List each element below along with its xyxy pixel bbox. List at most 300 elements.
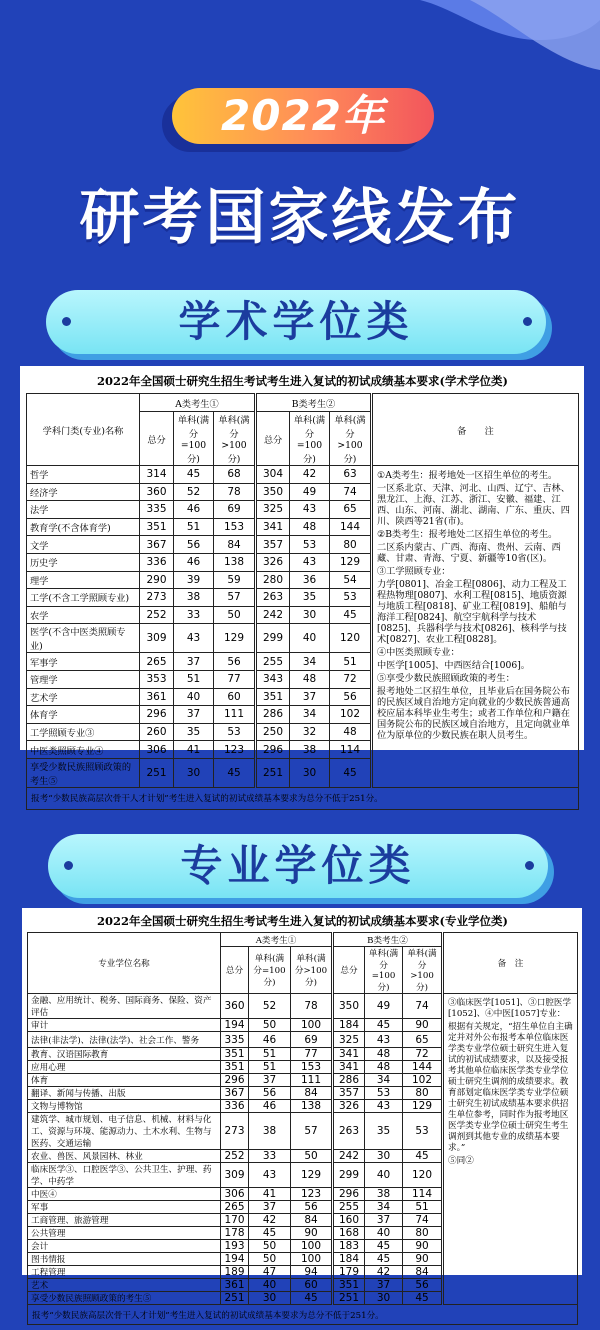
score-cell-b-s2: 56 [330, 688, 372, 706]
score-cell-b-s1: 32 [290, 723, 330, 741]
score-cell-b-s2: 53 [330, 589, 372, 607]
score-cell-a-s1: 43 [249, 1163, 291, 1188]
academic-table-caption: 2022年全国硕士研究生招生考试考生进入复试的初试成绩基本要求(学术学位类) [97, 374, 508, 388]
score-cell-b-total: 255 [333, 1201, 365, 1214]
score-cell-b-s2: 63 [330, 466, 372, 484]
score-cell-b-s2: 48 [330, 723, 372, 741]
score-cell-a-s1: 41 [174, 741, 214, 759]
score-cell-a-s2: 68 [214, 466, 256, 484]
score-cell-b-s2: 65 [403, 1032, 443, 1048]
score-cell-b-s1: 48 [290, 670, 330, 688]
score-cell-a-total: 260 [140, 723, 174, 741]
score-cell-a-s2: 50 [291, 1150, 333, 1163]
score-cell-b-s2: 144 [403, 1061, 443, 1074]
score-cell-a-total: 251 [140, 758, 174, 787]
score-cell-a-s1: 40 [174, 688, 214, 706]
corner-wave-decoration [400, 0, 600, 90]
score-cell-a-s1: 51 [249, 1048, 291, 1061]
row-name-cell: 体育学 [27, 706, 140, 724]
score-cell-b-s2: 53 [403, 1113, 443, 1150]
header-a-s100: 单科(满分=100分) [174, 412, 214, 466]
score-cell-b-total: 263 [256, 589, 290, 607]
pill-dot-left-2 [64, 861, 73, 870]
score-cell-a-total: 360 [221, 994, 249, 1019]
score-cell-a-s2: 50 [214, 606, 256, 624]
score-cell-a-total: 361 [221, 1279, 249, 1292]
score-cell-b-s2: 129 [330, 553, 372, 571]
score-cell-b-s2: 80 [330, 536, 372, 554]
row-name-cell: 应用心理 [28, 1061, 221, 1074]
score-cell-a-s2: 138 [291, 1100, 333, 1113]
note-line: ③临床医学[1051]、③口腔医学[1052]、④中医[1057]专业： [448, 998, 572, 1019]
row-name-cell: 经济学 [27, 483, 140, 501]
header-b-s100g: 单科(满分>100分) [403, 947, 443, 994]
score-cell-b-total: 357 [333, 1087, 365, 1100]
row-name-cell: 图书情报 [28, 1253, 221, 1266]
score-cell-b-total: 286 [333, 1074, 365, 1087]
score-cell-b-s2: 54 [330, 571, 372, 589]
note-line: ③工学照顾专业： [377, 566, 451, 577]
score-cell-a-s2: 78 [214, 483, 256, 501]
score-cell-b-total: 357 [256, 536, 290, 554]
score-cell-b-total: 255 [256, 653, 290, 671]
score-cell-a-s1: 40 [249, 1279, 291, 1292]
row-name-cell: 法学 [27, 501, 140, 519]
score-cell-a-total: 351 [221, 1048, 249, 1061]
professional-table-card [22, 908, 582, 1321]
score-cell-b-total: 251 [333, 1292, 365, 1305]
score-cell-b-s1: 30 [365, 1150, 403, 1163]
score-cell-b-total: 183 [333, 1240, 365, 1253]
score-cell-b-s1: 37 [365, 1214, 403, 1227]
score-cell-b-total: 325 [256, 501, 290, 519]
row-name-cell: 工学(不含工学照顾专业) [27, 589, 140, 607]
score-cell-b-s1: 37 [365, 1279, 403, 1292]
score-cell-a-s1: 51 [174, 518, 214, 536]
score-cell-b-s1: 40 [365, 1227, 403, 1240]
score-cell-a-total: 351 [140, 518, 174, 536]
header-a: A类考生① [221, 933, 333, 947]
row-name-cell: 审计 [28, 1019, 221, 1032]
academic-table-card [20, 366, 584, 805]
score-cell-a-s2: 69 [214, 501, 256, 519]
score-cell-b-s2: 84 [403, 1266, 443, 1279]
note-line: 力学[0801]、冶金工程[0806]、动力工程及工程热物理[0807]、水利工程[0815]、地质资源与地质工程[0818]、矿业工程[0819]、船舶与海洋工程[0824]、航空宇航科学与技术[0825]、兵器科学与技术[0826]、核科学与技术[0827]、农业工程[0828]。 [377, 579, 567, 645]
score-cell-b-s1: 37 [290, 688, 330, 706]
header-a-s100g: 单科(满分>100分) [214, 412, 256, 466]
score-cell-a-s2: 60 [291, 1279, 333, 1292]
score-cell-b-total: 296 [256, 741, 290, 759]
score-cell-a-total: 265 [221, 1201, 249, 1214]
score-cell-a-total: 189 [221, 1266, 249, 1279]
score-cell-b-s1: 35 [365, 1113, 403, 1150]
score-cell-a-s2: 100 [291, 1240, 333, 1253]
score-cell-b-s1: 30 [290, 758, 330, 787]
score-cell-b-total: 341 [333, 1061, 365, 1074]
score-cell-a-total: 314 [140, 466, 174, 484]
score-cell-a-total: 361 [140, 688, 174, 706]
score-cell-b-s1: 35 [290, 589, 330, 607]
professional-table-body [28, 994, 578, 1325]
header-b: B类考生② [256, 394, 372, 412]
table-row [28, 994, 578, 1019]
score-cell-a-total: 194 [221, 1019, 249, 1032]
score-cell-b-total: 263 [333, 1113, 365, 1150]
score-cell-b-total: 160 [333, 1214, 365, 1227]
score-cell-a-total: 367 [221, 1087, 249, 1100]
score-cell-b-total: 341 [256, 518, 290, 536]
row-name-cell: 会计 [28, 1240, 221, 1253]
score-cell-b-total: 184 [333, 1019, 365, 1032]
notes-cell [443, 994, 578, 1305]
score-cell-a-total: 178 [221, 1227, 249, 1240]
score-cell-b-s2: 102 [330, 706, 372, 724]
score-cell-a-total: 335 [221, 1032, 249, 1048]
score-cell-b-total: 341 [333, 1048, 365, 1061]
score-cell-b-s2: 51 [330, 653, 372, 671]
score-cell-a-s1: 45 [249, 1227, 291, 1240]
score-cell-a-s2: 100 [291, 1253, 333, 1266]
score-cell-b-s2: 120 [330, 624, 372, 653]
score-cell-b-total: 299 [333, 1163, 365, 1188]
score-cell-b-s1: 48 [365, 1048, 403, 1061]
note-line: ⑤享受少数民族照顾政策的考生： [377, 673, 515, 684]
score-cell-a-total: 367 [140, 536, 174, 554]
score-cell-b-s2: 45 [330, 606, 372, 624]
score-cell-a-total: 309 [221, 1163, 249, 1188]
score-cell-a-s2: 69 [291, 1032, 333, 1048]
score-cell-a-s2: 90 [291, 1227, 333, 1240]
score-cell-b-s2: 90 [403, 1240, 443, 1253]
score-cell-b-s1: 34 [365, 1074, 403, 1087]
score-cell-a-s1: 45 [174, 466, 214, 484]
row-name-cell: 军事 [28, 1201, 221, 1214]
score-cell-a-s2: 94 [291, 1266, 333, 1279]
score-cell-a-s2: 153 [291, 1061, 333, 1074]
score-cell-a-total: 296 [221, 1074, 249, 1087]
score-cell-a-s1: 30 [174, 758, 214, 787]
score-cell-b-s1: 36 [290, 571, 330, 589]
score-cell-b-total: 325 [333, 1032, 365, 1048]
score-cell-a-total: 306 [221, 1188, 249, 1201]
score-cell-b-s2: 120 [403, 1163, 443, 1188]
header-note: 备 注 [372, 394, 579, 466]
note-line: 二区系内蒙古、广西、海南、贵州、云南、西藏、甘肃、青海、宁夏、新疆等10省(区)。 [377, 542, 561, 564]
score-cell-a-s2: 123 [214, 741, 256, 759]
note-line: 报考地处二区招生单位，且毕业后在国务院公布的民族区域自治地方定向就业的少数民族普通高校应届本科毕业生考生；或者工作单位和户籍在国务院公布的民族区域自治地方，且定向就业单位为原单位的少数民族在职人员考生。 [377, 686, 570, 741]
row-name-cell: 中医④ [28, 1188, 221, 1201]
table-footer-row [27, 787, 579, 809]
score-cell-a-total: 170 [221, 1214, 249, 1227]
score-cell-a-s1: 38 [174, 589, 214, 607]
score-cell-a-s2: 129 [214, 624, 256, 653]
score-cell-a-s1: 50 [249, 1253, 291, 1266]
professional-section-title: 专业学位类 [48, 834, 548, 898]
header-b-s100g: 单科(满分>100分) [330, 412, 372, 466]
score-cell-b-total: 304 [256, 466, 290, 484]
score-cell-a-total: 265 [140, 653, 174, 671]
score-cell-b-s1: 45 [365, 1253, 403, 1266]
score-cell-b-s2: 102 [403, 1074, 443, 1087]
row-name-cell: 农业、兽医、风景园林、林业 [28, 1150, 221, 1163]
header-b-s100: 单科(满分=100分) [290, 412, 330, 466]
score-cell-b-total: 296 [333, 1188, 365, 1201]
row-name-cell: 文学 [27, 536, 140, 554]
score-cell-b-s2: 80 [403, 1087, 443, 1100]
score-cell-b-total: 179 [333, 1266, 365, 1279]
score-cell-a-s2: 111 [291, 1074, 333, 1087]
row-name-cell: 哲学 [27, 466, 140, 484]
score-cell-b-s1: 53 [365, 1087, 403, 1100]
row-name-cell: 农学 [27, 606, 140, 624]
score-cell-b-s2: 45 [330, 758, 372, 787]
note-line: 根据有关规定，“招生单位自主确定并对外公布报考本单位临床医学类专业学位硕士研究生进入复试的初试成绩要求，以及接受报考其他单位临床医学类专业学位硕士研究生调剂的成绩要求。教育部划定临床医学类专业学位硕士研究生初试成绩基本要求供招生单位参考，同时作为报考地区医学类专业学位硕士研究生考生调剂到其他专业的成绩基本要求。” [448, 1022, 573, 1153]
row-name-cell: 工商管理、旅游管理 [28, 1214, 221, 1227]
score-cell-a-s2: 138 [214, 553, 256, 571]
header-a-s100: 单科(满分=100分) [249, 947, 291, 994]
score-cell-b-s2: 74 [403, 1214, 443, 1227]
score-cell-a-s1: 52 [174, 483, 214, 501]
row-name-cell: 建筑学、城市规划、电子信息、机械、材料与化工、资源与环境、能源动力、土木水利、生物与医药、交通运输 [28, 1113, 221, 1150]
pill-dot-right-2 [525, 861, 534, 870]
row-name-cell: 工学照顾专业③ [27, 723, 140, 741]
professional-score-table [27, 932, 578, 1325]
score-cell-a-s1: 51 [249, 1061, 291, 1074]
score-cell-a-total: 252 [221, 1150, 249, 1163]
score-cell-a-s1: 30 [249, 1292, 291, 1305]
row-name-cell: 享受少数民族照顾政策的考生⑤ [28, 1292, 221, 1305]
score-cell-a-s2: 45 [214, 758, 256, 787]
score-cell-a-s1: 37 [249, 1074, 291, 1087]
score-cell-b-s2: 45 [403, 1292, 443, 1305]
score-cell-b-s2: 72 [330, 670, 372, 688]
score-cell-b-s1: 30 [290, 606, 330, 624]
score-cell-b-s2: 45 [403, 1150, 443, 1163]
score-cell-a-total: 309 [140, 624, 174, 653]
score-cell-b-s1: 43 [365, 1032, 403, 1048]
header-a-total: 总分 [221, 947, 249, 994]
score-cell-b-total: 250 [256, 723, 290, 741]
score-cell-b-total: 251 [256, 758, 290, 787]
score-cell-b-s1: 42 [290, 466, 330, 484]
score-cell-a-s2: 60 [214, 688, 256, 706]
score-cell-b-s1: 40 [290, 624, 330, 653]
score-cell-b-s1: 38 [290, 741, 330, 759]
score-cell-a-s2: 77 [214, 670, 256, 688]
table-footer-note: 报考“少数民族高层次骨干人才计划”考生进入复试的初试成绩基本要求为总分不低于251分。 [28, 1305, 578, 1325]
score-cell-a-s1: 33 [249, 1150, 291, 1163]
score-cell-a-s2: 129 [291, 1163, 333, 1188]
table-row [27, 466, 579, 484]
row-name-cell: 艺术 [28, 1279, 221, 1292]
score-cell-b-s1: 43 [290, 501, 330, 519]
score-cell-b-total: 343 [256, 670, 290, 688]
score-cell-a-s2: 84 [291, 1214, 333, 1227]
row-name-cell: 医学(不含中医类照顾专业) [27, 624, 140, 653]
score-cell-b-s2: 72 [403, 1048, 443, 1061]
score-cell-a-s1: 37 [174, 653, 214, 671]
row-name-cell: 管理学 [27, 670, 140, 688]
score-cell-a-s2: 111 [214, 706, 256, 724]
score-cell-a-s1: 42 [249, 1214, 291, 1227]
score-cell-b-s2: 65 [330, 501, 372, 519]
score-cell-b-s1: 45 [365, 1240, 403, 1253]
score-cell-a-s1: 52 [249, 994, 291, 1019]
score-cell-a-total: 251 [221, 1292, 249, 1305]
row-name-cell: 军事学 [27, 653, 140, 671]
score-cell-b-s1: 34 [365, 1201, 403, 1214]
row-name-cell: 翻译、新闻与传播、出版 [28, 1087, 221, 1100]
score-cell-a-s1: 33 [174, 606, 214, 624]
table-footer-note: 报考“少数民族高层次骨干人才计划”考生进入复试的初试成绩基本要求为总分不低于251分。 [27, 787, 579, 809]
score-cell-a-s1: 35 [174, 723, 214, 741]
score-cell-b-total: 351 [256, 688, 290, 706]
score-cell-b-s1: 42 [365, 1266, 403, 1279]
page-title: 研考国家线发布 [79, 183, 521, 253]
score-cell-a-s2: 45 [291, 1292, 333, 1305]
score-cell-a-total: 252 [140, 606, 174, 624]
score-cell-a-s1: 46 [249, 1100, 291, 1113]
note-line: ①A类考生：报考地处一区招生单位的考生。 [377, 470, 558, 481]
score-cell-a-s1: 50 [249, 1240, 291, 1253]
score-cell-b-s2: 129 [403, 1100, 443, 1113]
score-cell-b-s1: 53 [290, 536, 330, 554]
row-name-cell: 法律(非法学)、法律(法学)、社会工作、警务 [28, 1032, 221, 1048]
row-name-cell: 中医类照顾专业④ [27, 741, 140, 759]
score-cell-a-s1: 46 [249, 1032, 291, 1048]
score-cell-a-s2: 84 [214, 536, 256, 554]
header-a-total: 总分 [140, 412, 174, 466]
score-cell-a-s1: 39 [174, 571, 214, 589]
pill-dot-left [62, 317, 71, 326]
row-name-cell: 艺术学 [27, 688, 140, 706]
score-cell-b-total: 326 [256, 553, 290, 571]
header-b: B类考生② [333, 933, 443, 947]
score-cell-a-total: 353 [140, 670, 174, 688]
score-cell-a-s1: 56 [249, 1087, 291, 1100]
score-cell-b-s2: 51 [403, 1201, 443, 1214]
score-cell-a-s1: 41 [249, 1188, 291, 1201]
score-cell-a-total: 273 [221, 1113, 249, 1150]
academic-section-title: 学术学位类 [46, 290, 546, 354]
score-cell-a-s1: 56 [174, 536, 214, 554]
score-cell-b-s2: 74 [403, 994, 443, 1019]
score-cell-b-total: 350 [256, 483, 290, 501]
score-cell-b-s2: 74 [330, 483, 372, 501]
row-name-cell: 公共管理 [28, 1227, 221, 1240]
score-cell-b-s1: 30 [365, 1292, 403, 1305]
score-cell-b-s2: 90 [403, 1253, 443, 1266]
score-cell-b-s1: 48 [290, 518, 330, 536]
score-cell-b-total: 326 [333, 1100, 365, 1113]
score-cell-a-s2: 53 [214, 723, 256, 741]
header-b-total: 总分 [256, 412, 290, 466]
score-cell-a-total: 351 [221, 1061, 249, 1074]
row-name-cell: 教育学(不含体育学) [27, 518, 140, 536]
note-line: ⑤同② [448, 1156, 474, 1166]
score-cell-b-s1: 43 [290, 553, 330, 571]
score-cell-b-s2: 114 [403, 1188, 443, 1201]
score-cell-a-total: 336 [221, 1100, 249, 1113]
score-cell-a-total: 296 [140, 706, 174, 724]
header-a: A类考生① [140, 394, 256, 412]
score-cell-a-s1: 51 [174, 670, 214, 688]
score-cell-a-s1: 50 [249, 1019, 291, 1032]
score-cell-a-s2: 78 [291, 994, 333, 1019]
header-a-s100g: 单科(满分>100分) [291, 947, 333, 994]
score-cell-a-total: 306 [140, 741, 174, 759]
header-note: 备 注 [443, 933, 578, 994]
professional-table-caption: 2022年全国硕士研究生招生考试考生进入复试的初试成绩基本要求(专业学位类) [97, 914, 508, 928]
row-name-cell: 教育、汉语国际教育 [28, 1048, 221, 1061]
header-b-total: 总分 [333, 947, 365, 994]
notes-cell [372, 466, 579, 788]
score-cell-b-total: 286 [256, 706, 290, 724]
row-name-cell: 临床医学③、口腔医学③、公共卫生、护理、药学、中药学 [28, 1163, 221, 1188]
score-cell-a-s1: 38 [249, 1113, 291, 1150]
score-cell-a-total: 336 [140, 553, 174, 571]
row-name-cell: 历史学 [27, 553, 140, 571]
score-cell-a-total: 273 [140, 589, 174, 607]
row-name-cell: 文物与博物馆 [28, 1100, 221, 1113]
score-cell-b-s1: 49 [365, 994, 403, 1019]
score-cell-a-s1: 46 [174, 501, 214, 519]
score-cell-b-s2: 144 [330, 518, 372, 536]
score-cell-a-s2: 153 [214, 518, 256, 536]
pill-dot-right [523, 317, 532, 326]
row-name-cell: 工程管理 [28, 1266, 221, 1279]
header-name: 学科门类(专业)名称 [27, 394, 140, 466]
note-line: ④中医类照顾专业： [377, 647, 460, 658]
score-cell-a-s1: 43 [174, 624, 214, 653]
score-cell-b-s1: 40 [365, 1163, 403, 1188]
score-cell-a-s2: 123 [291, 1188, 333, 1201]
score-cell-b-s1: 34 [290, 653, 330, 671]
score-cell-a-s2: 56 [214, 653, 256, 671]
score-cell-a-s2: 57 [291, 1113, 333, 1150]
score-cell-a-total: 193 [221, 1240, 249, 1253]
header-name: 专业学位名称 [28, 933, 221, 994]
score-cell-b-total: 242 [333, 1150, 365, 1163]
academic-score-table [26, 393, 579, 810]
score-cell-a-s2: 56 [291, 1201, 333, 1214]
score-cell-b-total: 242 [256, 606, 290, 624]
score-cell-a-total: 290 [140, 571, 174, 589]
row-name-cell: 金融、应用统计、税务、国际商务、保险、资产评估 [28, 994, 221, 1019]
score-cell-a-total: 360 [140, 483, 174, 501]
score-cell-b-s1: 34 [290, 706, 330, 724]
table-footer-row [28, 1305, 578, 1325]
score-cell-a-s2: 84 [291, 1087, 333, 1100]
score-cell-a-s2: 59 [214, 571, 256, 589]
score-cell-a-s1: 47 [249, 1266, 291, 1279]
score-cell-b-total: 351 [333, 1279, 365, 1292]
score-cell-a-total: 335 [140, 501, 174, 519]
score-cell-a-s2: 77 [291, 1048, 333, 1061]
score-cell-b-s1: 48 [365, 1061, 403, 1074]
score-cell-b-s2: 56 [403, 1279, 443, 1292]
score-cell-b-s2: 90 [403, 1019, 443, 1032]
score-cell-b-s2: 80 [403, 1227, 443, 1240]
row-name-cell: 享受少数民族照顾政策的考生⑤ [27, 758, 140, 787]
score-cell-b-s1: 43 [365, 1100, 403, 1113]
score-cell-a-s2: 57 [214, 589, 256, 607]
note-line: 中医学[1005]、中西医结合[1006]。 [377, 660, 530, 671]
row-name-cell: 体育 [28, 1074, 221, 1087]
academic-table-body [27, 466, 579, 810]
score-cell-a-s1: 37 [249, 1201, 291, 1214]
score-cell-b-total: 280 [256, 571, 290, 589]
